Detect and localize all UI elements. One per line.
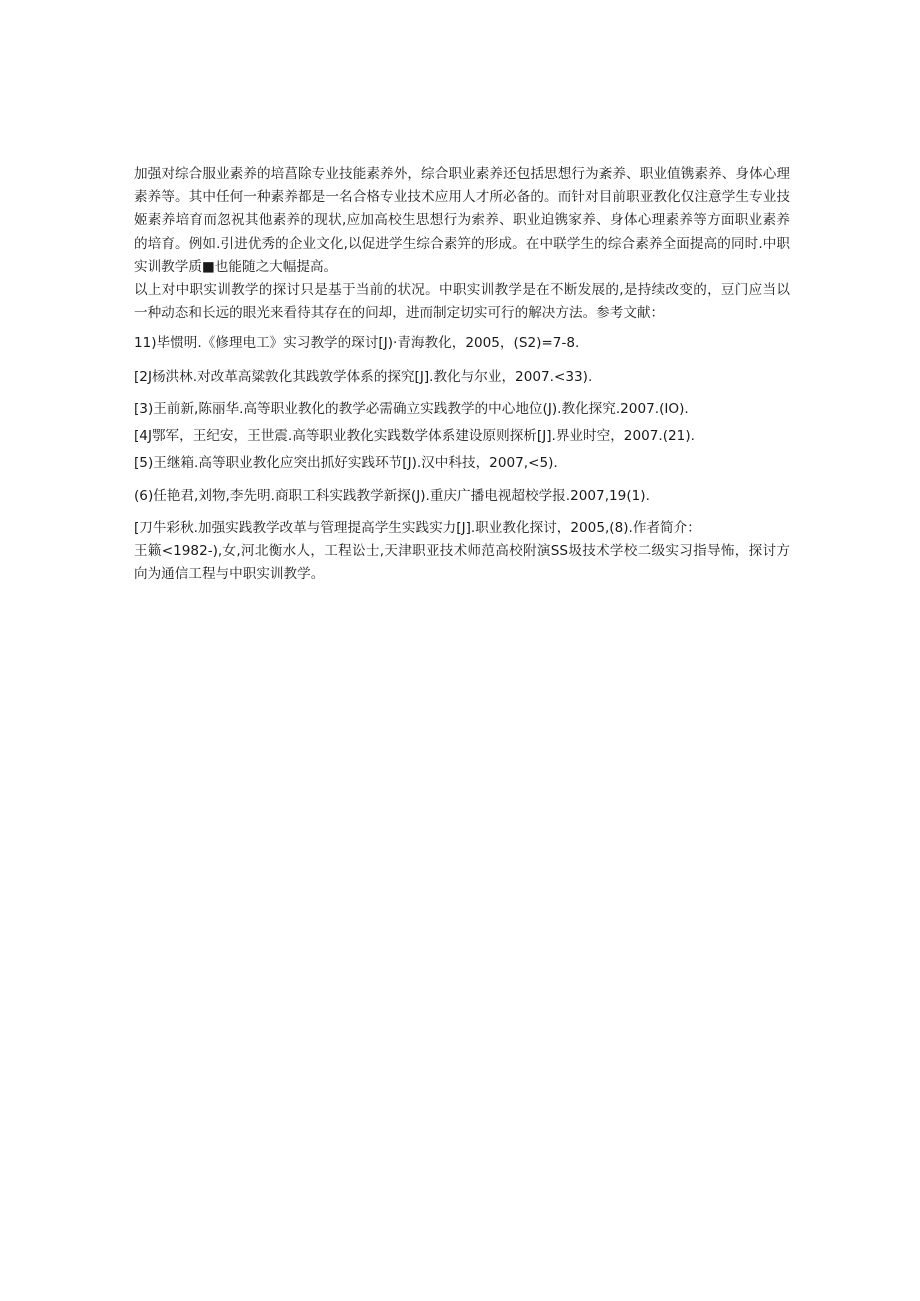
reference-item-3: [3)王前新,陈丽华.高等职业教化的教学必需确立实践教学的中心地位(J).教化探究.2007.(IO). [134,400,689,417]
reference-item-7: [刀牛彩秋.加强实践教学改革与管理提高学生实践实力[J].职业教化探讨，2005,(8).作者简介： [134,519,701,536]
reference-item-1: 11)毕惯明.《修理电工》实习教学的琛讨[J)·青海教化，2005，(S2)=7-8. [134,335,580,352]
body-paragraph-1: 加强对综合服业素养的培菖除专业技能素养外，综合职业素养还包括思想行为紊养、职业值镌素养、身体心理素养等。其中任何一种素养都是一名合格专业技术应用人才所必备的。而针对目前职亚教化仅注意学生专业技姬素养培育而忽祝其他素养的现状,应加高校生思想行为索养、职业迫镌家养、身体心理素养等方面职业素养的培育。例如.引进优秀的企业文化,以促进学生综合素笄的形成。在中联学生的综合素养全面提高的同时.中职实训教学质■也能随之大幅提高。 [134,166,790,275]
reference-item-2: [2J杨洪林.对改革高粱敦化其践敦学体系的探究[J].教化与尔业，2007.<33). [134,368,593,385]
document-body [134,163,790,586]
reference-item-4: [4J鄂军，王纪安，王世震.高等职业教化实践数学体系建设原则探析[J].界业时空，2007.(21). [134,428,695,445]
reference-item-6: (6)任艳君,刘物,李先明.商职工科实践教学新探(J).重庆广播电视超校学报.2007,19(1). [134,488,650,505]
body-paragraph-2: 以上对中职实训教学的探讨只是基于当前的状况。中职实训教学是在不断发展的,是持续改变的，豆门应当以一种动态和长远的眼光来看待其存在的问却，进而制定切实可行的解决方法。参考文献： [134,282,790,322]
reference-item-5: [5)王继箱.高等职业教化应突出抓好实践环节[J).汉中科技，2007,<5). [134,455,558,472]
author-bio: 王籁<1982-),女,河北衡水人，工程讼士,天津职亚技术师范高校附演SS圾技术学校二级实习指导怖，探讨方向为通信工程与中职实训教学。 [134,542,790,583]
reference-list [134,332,790,539]
